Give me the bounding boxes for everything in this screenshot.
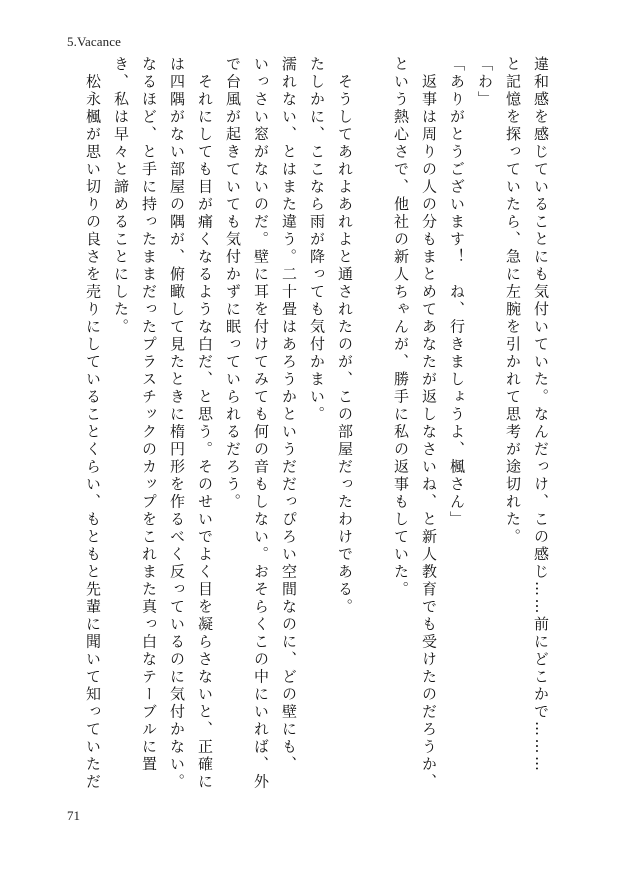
chapter-header: 5.Vacance (67, 34, 121, 49)
text-line: 返事は周りの人の分もまとめてあなたが返しなさいね、と新人教育でも受けたのだろうか、 (420, 56, 438, 791)
text-line: 「ありがとうございます！ ね、行きましょうよ、楓さん」 (448, 56, 466, 529)
text-line: と記憶を探っていたら、急に左腕を引かれて思考が途切れた。 (504, 56, 522, 546)
text-line: そうしてあれよあれよと通されたのが、この部屋だったわけである。 (336, 56, 354, 616)
text-line: たしかに、ここなら雨が降っても気付かまい。 (308, 56, 326, 424)
text-line: 濡れない、とはまた違う。二十畳はあろうかというだだっぴろい空間なのに、どの壁にも、 (280, 56, 298, 774)
text-line: 違和感を感じていることにも気付いていた。なんだっけ、この感じ……前にどこかで……… (532, 56, 550, 774)
text-line: なるほど、と手に持ったままだったプラスチックのカップをこれまた真っ白なテーブルに置 (140, 56, 158, 774)
text-line: いっさい窓がないのだ。壁に耳を付けてみても何の音もしない。おそらくこの中にいれば、外 (252, 56, 270, 791)
vertical-body-text (79, 56, 555, 796)
text-line: 「わ」 (476, 56, 494, 109)
text-line: で台風が起きていても気付かずに眠っていられるだろう。 (224, 56, 242, 511)
text-line: 松永楓が思い切りの良さを売りにしていることくらい、もともと先輩に聞いて知っていただ (84, 56, 102, 791)
text-line: という熱心さで、他社の新人ちゃんが、勝手に私の返事もしていた。 (392, 56, 410, 599)
text-line: それにしても目が痛くなるような白だ、と思う。そのせいでよく目を凝らさないと、正確に (196, 56, 214, 791)
text-line: き、私は早々と諦めることにした。 (112, 56, 130, 336)
blank-line (359, 56, 387, 796)
page-number: 71 (67, 808, 80, 823)
text-line: は四隅がない部屋の隅が、俯瞰して見たときに楕円形を作るべく反っているのに気付かない。 (168, 56, 186, 791)
